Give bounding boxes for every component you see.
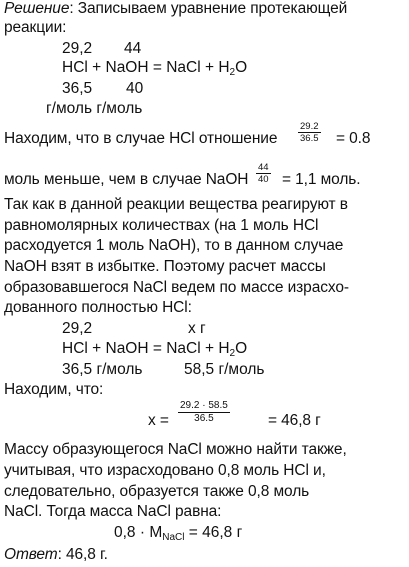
eq1-water-subscript: 2	[229, 67, 236, 78]
find1-fraction-numerator: 29.2	[300, 121, 319, 132]
eq2-water-tail: O	[235, 340, 248, 357]
intro-text-1: : Записываем уравнение протекающей	[69, 0, 348, 17]
paragraph2-line-1: Массу образующегося NaCl можно найти также,	[4, 441, 347, 458]
eq1-units: г/моль г/моль	[46, 100, 143, 117]
find2-prefix: моль меньше, чем в случае NaOH	[4, 171, 249, 188]
find1-fraction-denominator: 36.5	[300, 133, 319, 144]
find3-result: = 46,8 г	[268, 412, 321, 429]
intro-line-1	[4, 0, 347, 18]
eq2-reaction-text: HCl + NaOH = NaCl + H	[62, 340, 230, 357]
paragraph2-line-2: учитывая, что израсходовано 0,8 моль HCl и,	[4, 462, 326, 479]
find3-label: Находим, что:	[4, 381, 104, 398]
find2-result: = 1,1 моль.	[282, 171, 361, 188]
answer-line	[4, 546, 108, 564]
eq2-reaction	[62, 340, 247, 358]
eq2-top-right: x г	[188, 320, 206, 337]
mass-equation-subscript: NaCl	[162, 532, 185, 543]
paragraph2-line-4: NaCl. Тогда масса NaCl равна:	[4, 503, 222, 520]
find2-fraction-denominator: 40	[258, 174, 269, 185]
find2-fraction	[256, 162, 271, 185]
find3-fraction	[178, 400, 230, 425]
find2-fraction-numerator: 44	[258, 162, 269, 173]
find3-fraction-numerator: 29.2 · 58.5	[180, 400, 228, 411]
answer-label: Ответ	[4, 546, 58, 563]
paragraph-line-4: NaOH взят в избытке. Поэтому расчет массы	[4, 258, 326, 275]
answer-text: : 46,8 г.	[57, 546, 108, 563]
paragraph-line-2: равномолярных количествах (на 1 моль HCl	[4, 217, 319, 234]
find1-result: = 0.8	[336, 130, 371, 147]
eq2-bottom-left: 36,5 г/моль	[62, 361, 143, 378]
find3-x-equals: x =	[148, 412, 169, 429]
eq2-bottom-right: 58,5 г/моль	[184, 361, 265, 378]
paragraph-line-5: образовавшегося NaCl ведем по массе израсхо-	[4, 279, 349, 296]
paragraph-line-6: дованного полностью HCl:	[4, 299, 192, 316]
eq1-top-right: 44	[124, 40, 142, 57]
eq1-reaction	[62, 59, 247, 77]
find3-fraction-denominator: 36.5	[194, 413, 214, 424]
solution-label: Решение	[4, 0, 70, 17]
eq1-bottom-left: 36,5	[62, 80, 93, 97]
eq1-reaction-text: HCl + NaOH = NaCl + H	[62, 59, 230, 76]
mass-equation-prefix: 0,8 · M	[114, 524, 163, 541]
eq1-water-tail: O	[235, 59, 248, 76]
eq2-top-left: 29,2	[62, 320, 93, 337]
eq2-water-subscript: 2	[229, 348, 236, 359]
mass-equation-suffix: = 46,8 г	[184, 524, 243, 541]
paragraph-line-3: расходуется 1 моль NaOH), то в данном случае	[4, 237, 344, 254]
mass-equation	[114, 524, 242, 542]
paragraph-line-1: Так как в данной реакции вещества реагируют в	[4, 196, 348, 213]
eq1-bottom-right: 40	[126, 80, 144, 97]
intro-line-2: реакции:	[4, 19, 67, 36]
paragraph2-line-3: следовательно, образуется также 0,8 моль	[4, 483, 310, 500]
eq1-top-left: 29,2	[62, 40, 93, 57]
find1-prefix: Находим, что в случае HCl отношение	[4, 130, 278, 147]
find1-fraction	[298, 121, 321, 144]
